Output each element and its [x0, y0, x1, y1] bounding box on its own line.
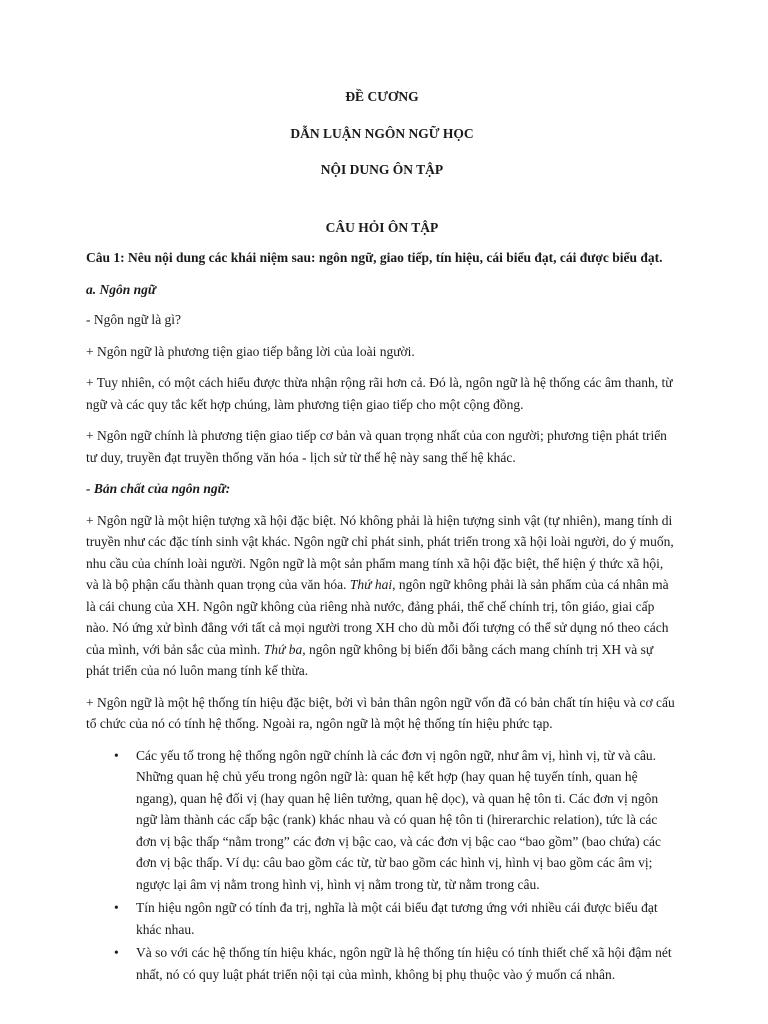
text-part-3: , ngôn ngữ không bị biến đổi bằng cách mang chính trị XH và sự phát triển của nó luôn mang tính kế thừa.: [86, 641, 654, 678]
paragraph-social-phenomenon: [86, 510, 678, 682]
list-item: [86, 942, 678, 985]
nature-heading: - Bản chất của ngôn ngữ:: [86, 481, 231, 496]
document-page: [86, 86, 678, 987]
list-item: [86, 897, 678, 940]
header-subtitle: NỘI DUNG ÔN TẬP: [320, 162, 444, 177]
paragraph-role: + Ngôn ngữ chính là phương tiện giao tiếp cơ bản và quan trọng nhất của con người; phương tiện phát triển tư duy, truyền đạt truyền thống văn hóa - lịch sử từ thế hệ này sang thế hệ khác.: [86, 428, 667, 465]
bullet-icon: •: [114, 945, 119, 960]
paragraph-broad-definition: + Tuy nhiên, có một cách hiểu được thừa nhận rộng rãi hơn cả. Đó là, ngôn ngữ là hệ thống các âm thanh, từ ngữ và các quy tắc kết hợp chúng, làm phương tiện giao tiếp cho một cộng đồng.: [86, 375, 673, 412]
paragraph-sign-system: + Ngôn ngữ là một hệ thống tín hiệu đặc biệt, bởi vì bản thân ngôn ngữ vốn đã có bản chất tín hiệu và cơ cấu tổ chức của nó có tính hệ thống. Ngoài ra, ngôn ngữ là một hệ thống tín hiệu phức tạp.: [86, 694, 675, 731]
paragraph-question: - Ngôn ngữ là gì?: [86, 312, 182, 327]
section-title: CÂU HỎI ÔN TẬP: [325, 219, 439, 235]
emphasis-third: Thứ ba: [263, 641, 303, 657]
text-part-2: , ngôn ngữ không phải là sản phẩm của cá nhân mà là cái chung của XH. Ngôn ngữ không của riêng nhà nước, đảng phái, thể chế chính trị, tôn giáo, giai cấp nào. Nó ứng xử bình đẳng với tất cả mọi người trong XH cho dù mỗi đối tượng có thể sử dụng nó theo cách của mình, với bản sắc của mình.: [86, 577, 669, 657]
question-1: Câu 1: Nêu nội dung các khái niệm sau: ngôn ngữ, giao tiếp, tín hiệu, cái biểu đạt, cái được biểu đạt.: [86, 250, 663, 265]
list-item-text: Tín hiệu ngôn ngữ có tính đa trị, nghĩa là một cái biểu đạt tương ứng với nhiều cái được biểu đạt khác nhau.: [136, 900, 658, 937]
bullet-icon: •: [114, 900, 119, 915]
header-title: ĐỀ CƯƠNG: [345, 89, 419, 104]
bullet-list: [86, 745, 678, 986]
text-part-1: + Ngôn ngữ là một hiện tượng xã hội đặc biệt. Nó không phải là hiện tượng sinh vật (tự nhiên), mang tính di truyền như các đặc tính sinh vật khác. Ngôn ngữ chỉ phát sinh, phát triển trong xã hội loài người, do ý muốn, nhu cầu của chính loài người. Ngôn ngữ là một sản phẩm mang tính xã hội đặc biệt, thể hiện ý thức xã hội, và là bộ phận cấu thành quan trọng của văn hóa.: [86, 512, 674, 592]
paragraph-definition: + Ngôn ngữ là phương tiện giao tiếp bằng lời của loài người.: [86, 343, 415, 359]
list-item-text: Và so với các hệ thống tín hiệu khác, ngôn ngữ là hệ thống tín hiệu có tính thiết chế xã hội đậm nét nhất, nó có quy luật phát triển nội tại của mình, không bị phụ thuộc vào ý muốn cá nhân.: [136, 945, 672, 982]
subheading-a: a. Ngôn ngữ: [86, 281, 156, 297]
document-header: [86, 86, 678, 181]
header-subject: DẪN LUẬN NGÔN NGỮ HỌC: [290, 125, 474, 141]
list-item-text: Các yếu tố trong hệ thống ngôn ngữ chính là các đơn vị ngôn ngữ, như âm vị, hình vị, từ và câu. Những quan hệ chủ yếu trong ngôn ngữ là: quan hệ kết hợp (hay quan hệ tuyến tính, quan hệ ngang), quan hệ đối vị (hay quan hệ liên tưởng, quan hệ dọc), và quan hệ tôn ti. Các đơn vị ngôn ngữ làm thành các cấp bậc (rank) khác nhau và có quan hệ tôn ti (hirerarchic relation), tức là các đơn vị bậc thấp “nằm trong” các đơn vị bậc cao, và các đơn vị bậc cao “bao gồm” (bao chứa) các đơn vị bậc thấp. Ví dụ: câu bao gồm các từ, từ bao gồm các hình vị, hình vị bao gồm các âm vị; ngược lại âm vị nằm trong hình vị, hình vị nằm trong từ, từ nằm trong câu.: [136, 747, 661, 892]
bullet-icon: •: [114, 747, 119, 763]
list-item: [86, 745, 678, 896]
emphasis-second: Thứ hai: [349, 577, 393, 592]
